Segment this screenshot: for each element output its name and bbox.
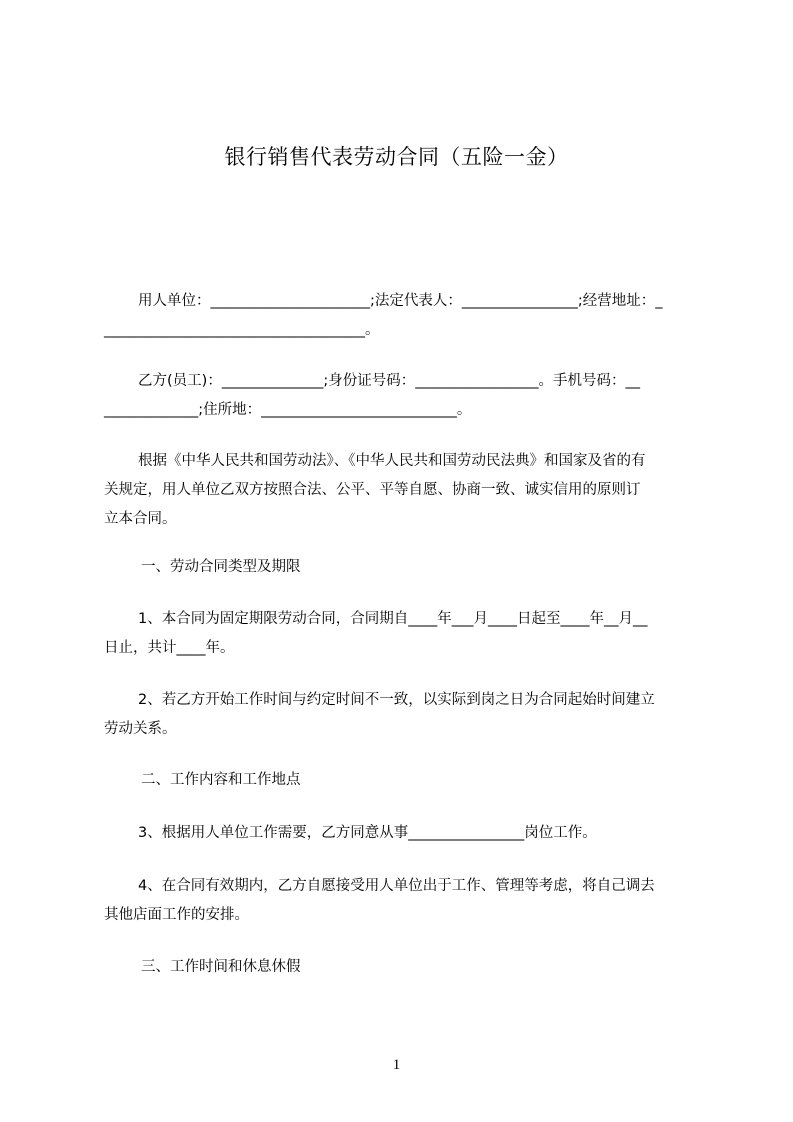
paragraph-line: 2、若乙方开始工作时间与约定时间不一致，以实际到岗之日为合同起始时间建立	[138, 692, 655, 708]
section-heading-text: 一、劳动合同类型及期限	[141, 559, 301, 575]
clause-3-paragraph	[104, 819, 704, 848]
legal-basis-paragraph	[104, 447, 704, 534]
employee-info-paragraph	[104, 367, 704, 425]
paragraph-line: 其他店面工作的安排。	[104, 907, 249, 923]
section-heading-text: 三、工作时间和休息休假	[141, 959, 301, 975]
paragraph-line: _____________;住所地：___________________________。	[104, 402, 472, 418]
document-title: 银行销售代表劳动合同（五险一金）	[224, 145, 569, 169]
paragraph-line: 4、在合同有效期内，乙方自愿接受用人单位出于工作、管理等考虑，将自己调去	[138, 878, 655, 894]
paragraph-line: 用人单位：______________________;法定代表人：________________;经营地址：_	[138, 293, 663, 309]
section-heading	[104, 553, 704, 582]
paragraph-line: ____________________________________。	[104, 322, 380, 338]
paragraph-line: 劳动关系。	[104, 721, 177, 737]
paragraph-line: 乙方(员工)：______________;身份证号码：_________________。手机号码：__	[138, 373, 640, 389]
paragraph-line: 根据《中华人民共和国劳动法》、《中华人民共和国劳动民法典》和国家及省的有	[138, 453, 646, 469]
clause-2-paragraph	[104, 686, 704, 744]
employer-info-paragraph	[104, 287, 704, 345]
clause-4-paragraph	[104, 872, 704, 930]
section-heading-text: 二、工作内容和工作地点	[141, 772, 301, 788]
section-heading	[104, 766, 704, 795]
paragraph-line: 日止，共计____年。	[104, 640, 235, 656]
paragraph-line: 立本合同。	[104, 511, 177, 527]
page-number: 1	[392, 1057, 401, 1073]
section-heading	[104, 953, 704, 982]
clause-1-paragraph	[104, 605, 704, 663]
paragraph-line: 3、根据用人单位工作需要，乙方同意从事________________岗位工作。	[138, 825, 597, 841]
paragraph-line: 1、本合同为固定期限劳动合同，合同期自____年___月____日起至____年__月__	[138, 611, 648, 627]
paragraph-line: 关规定，用人单位乙双方按照合法、公平、平等自愿、协商一致、诚实信用的原则订	[104, 482, 641, 498]
